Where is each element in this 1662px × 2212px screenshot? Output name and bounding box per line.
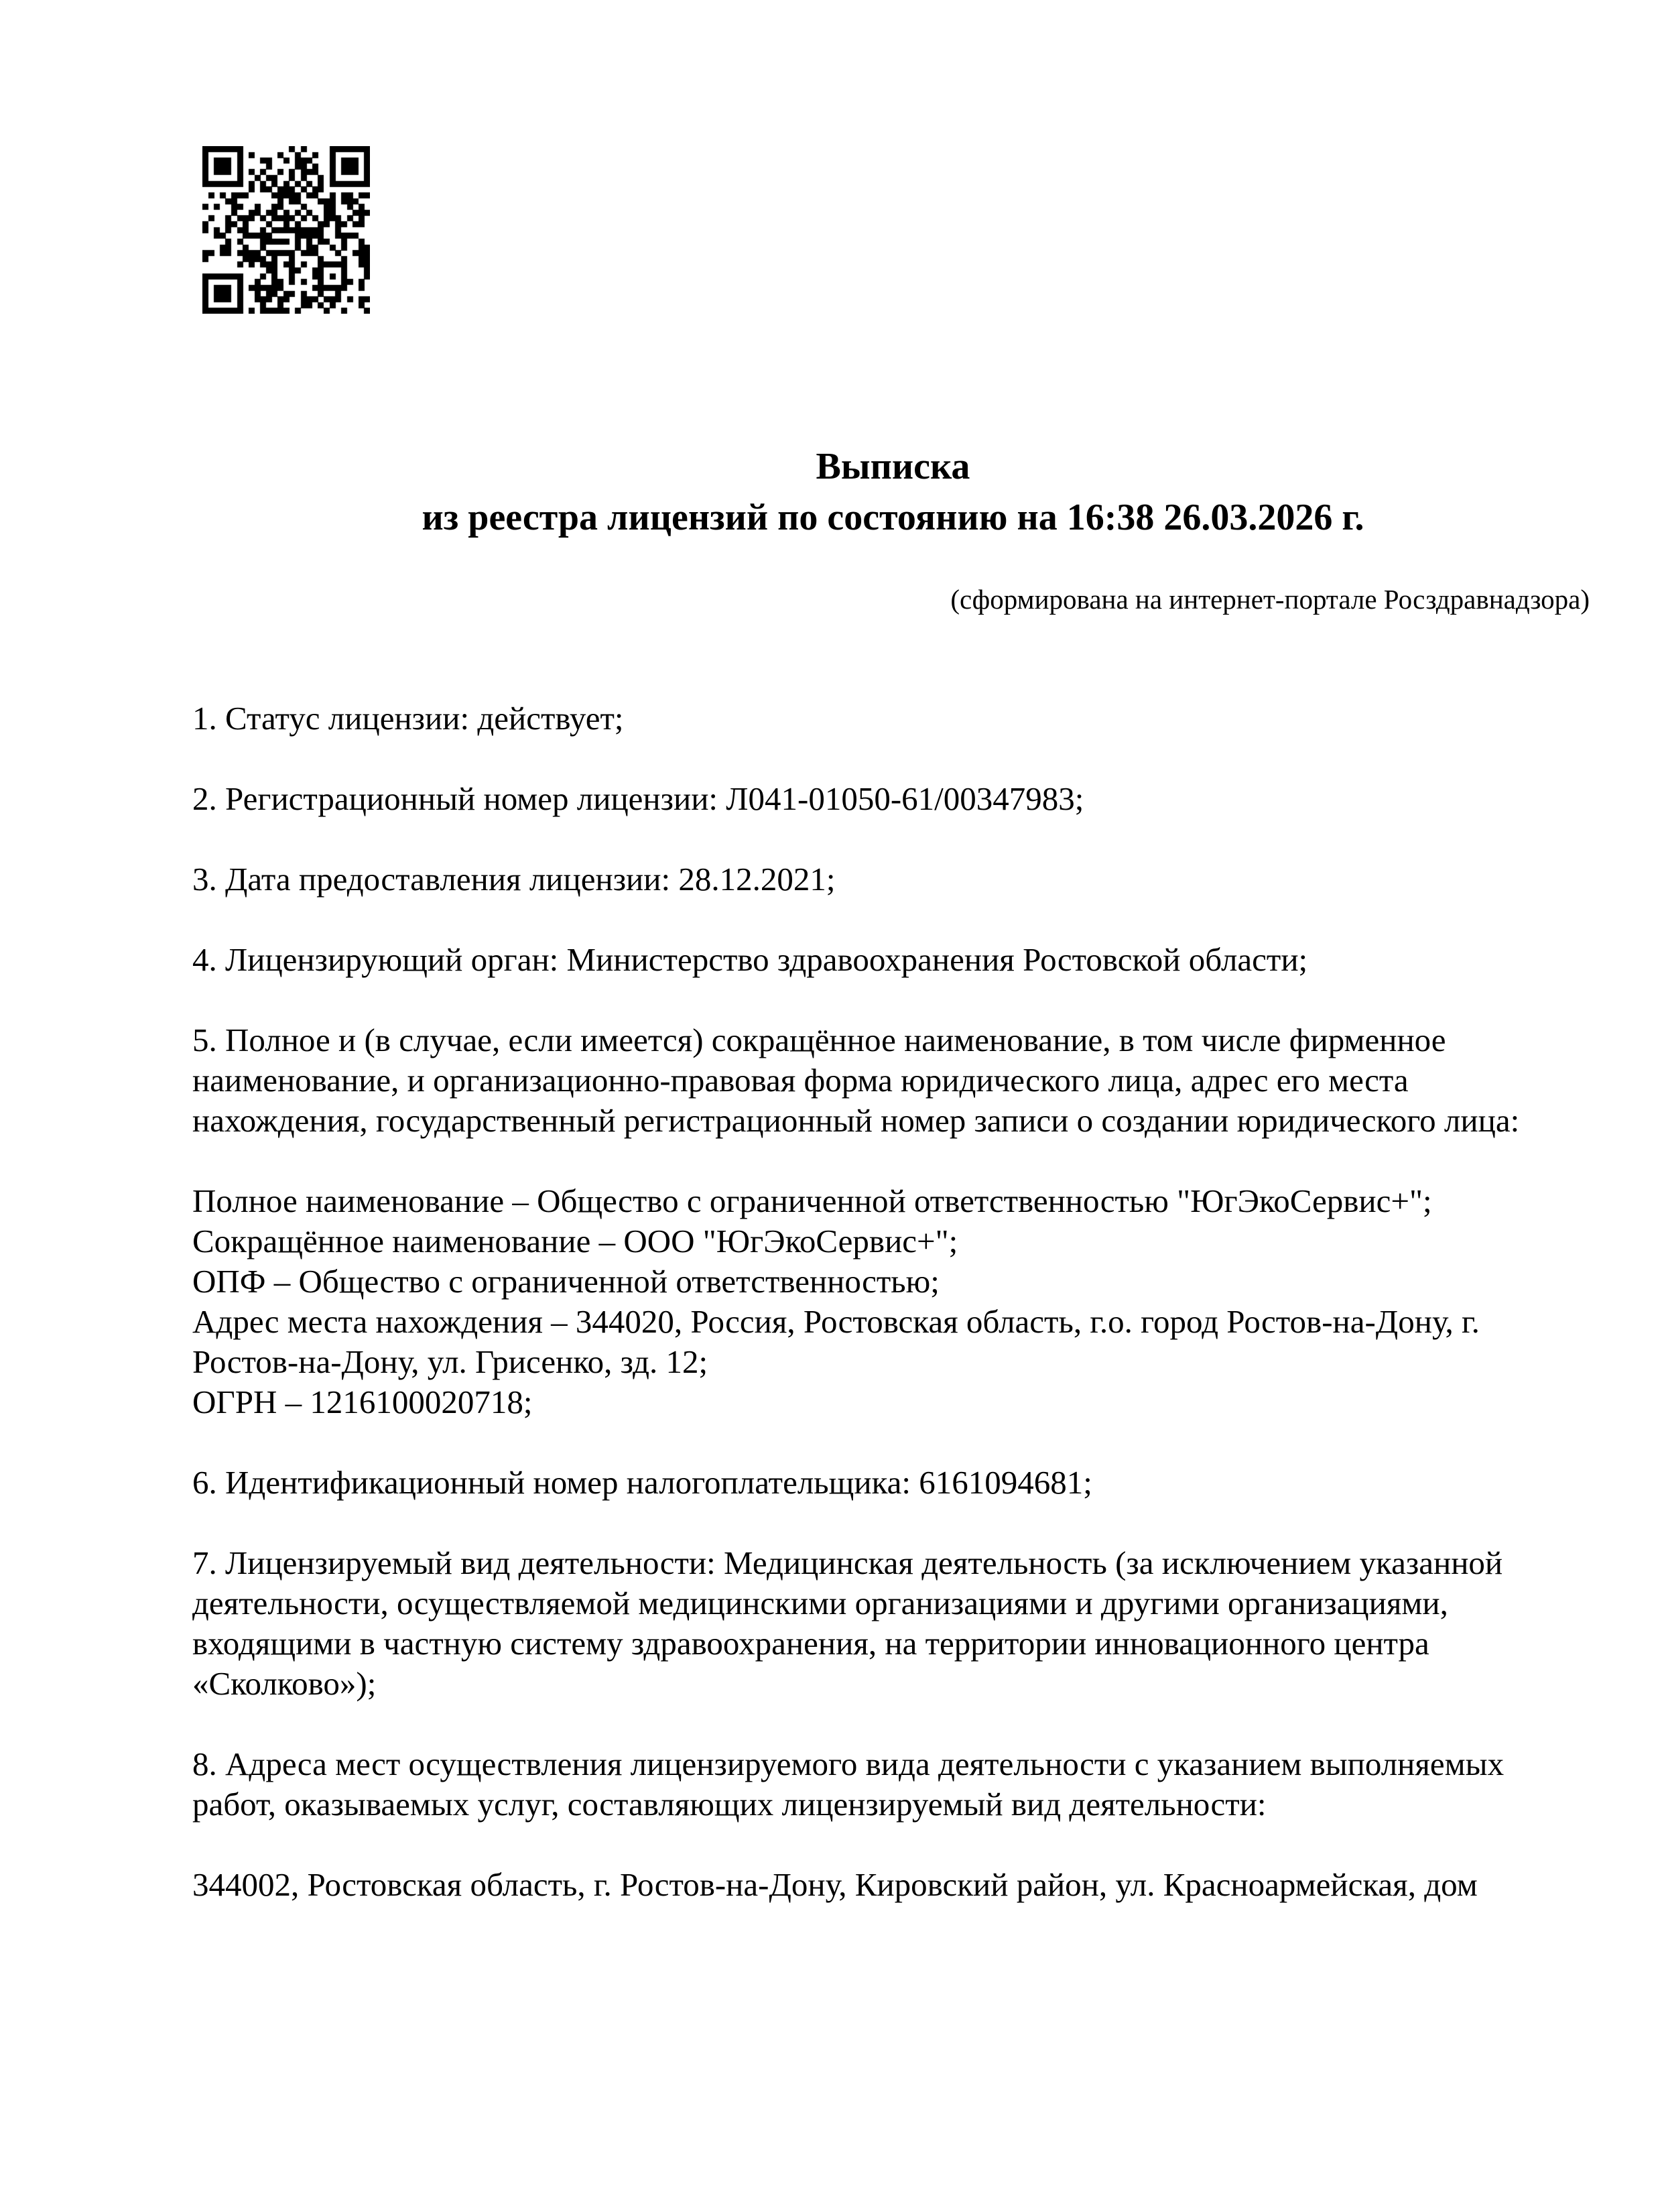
text-line: 8. Адреса мест осуществления лицензируемого вида деятельности с указанием выполняемых bbox=[192, 1745, 1505, 1782]
paragraph bbox=[192, 1020, 1606, 1141]
paragraph bbox=[192, 779, 1606, 819]
text-line: ОГРН – 1216100020718; bbox=[192, 1384, 533, 1420]
document-subtitle: (сформирована на интернет-портале Росздравнадзора) bbox=[950, 584, 1590, 615]
paragraph bbox=[192, 940, 1606, 980]
text-line: Ростов-на-Дону, ул. Грисенко, зд. 12; bbox=[192, 1343, 708, 1380]
document-title bbox=[194, 441, 1592, 543]
text-line: 5. Полное и (в случае, если имеется) сокращённое наименование, в том числе фирменное bbox=[192, 1022, 1446, 1058]
paragraph bbox=[192, 1543, 1606, 1704]
text-line: 6. Идентификационный номер налогоплательщика: 6161094681; bbox=[192, 1464, 1092, 1501]
paragraph bbox=[192, 698, 1606, 739]
title-line-2: из реестра лицензий по состоянию на 16:38 26.03.2026 г. bbox=[422, 497, 1364, 538]
text-line: 2. Регистрационный номер лицензии: Л041-01050-61/00347983; bbox=[192, 780, 1084, 817]
qr-code bbox=[202, 146, 370, 314]
document-body bbox=[192, 698, 1606, 1945]
text-line: Полное наименование – Общество с ограниченной ответственностью "ЮгЭкоСервис+"; bbox=[192, 1182, 1432, 1219]
text-line: 1. Статус лицензии: действует; bbox=[192, 700, 624, 737]
text-line: 3. Дата предоставления лицензии: 28.12.2021; bbox=[192, 861, 836, 898]
text-line: входящими в частную систему здравоохранения, на территории инновационного центра bbox=[192, 1625, 1429, 1662]
paragraph bbox=[192, 1744, 1606, 1825]
text-line: деятельности, осуществляемой медицинскими организациями и другими организациями, bbox=[192, 1585, 1448, 1621]
text-line: Адрес места нахождения – 344020, Россия, Ростовская область, г.о. город Ростов-на-Дону, г. bbox=[192, 1303, 1480, 1340]
paragraph bbox=[192, 1865, 1606, 1905]
text-line: нахождения, государственный регистрационный номер записи о создании юридического лица: bbox=[192, 1102, 1520, 1139]
text-line: ОПФ – Общество с ограниченной ответственностью; bbox=[192, 1263, 940, 1300]
text-line: наименование, и организационно-правовая форма юридического лица, адрес его места bbox=[192, 1062, 1409, 1099]
paragraph bbox=[192, 1181, 1606, 1422]
paragraph bbox=[192, 1463, 1606, 1503]
text-line: 7. Лицензируемый вид деятельности: Медицинская деятельность (за исключением указанной bbox=[192, 1544, 1503, 1581]
text-line: 344002, Ростовская область, г. Ростов-на-Дону, Кировский район, ул. Красноармейская, дом bbox=[192, 1866, 1478, 1903]
text-line: работ, оказываемых услуг, составляющих лицензируемый вид деятельности: bbox=[192, 1786, 1267, 1823]
text-line: Сокращённое наименование – ООО "ЮгЭкоСервис+"; bbox=[192, 1223, 958, 1259]
text-line: 4. Лицензирующий орган: Министерство здравоохранения Ростовской области; bbox=[192, 941, 1308, 978]
paragraph bbox=[192, 859, 1606, 900]
text-line: «Сколково»); bbox=[192, 1665, 377, 1702]
title-line-1: Выписка bbox=[816, 446, 970, 487]
